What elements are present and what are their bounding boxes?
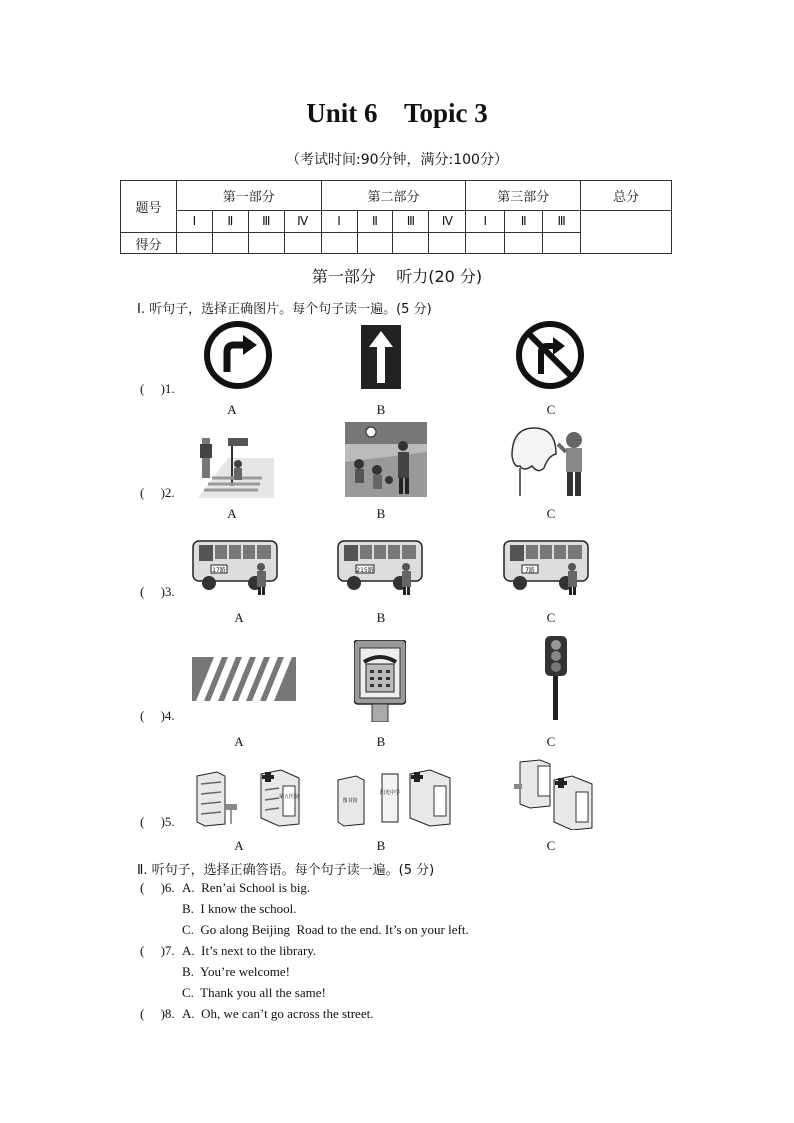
traffic-light-icon: [543, 636, 569, 722]
col-label: Ⅲ: [248, 211, 284, 233]
section2-instruction: Ⅱ. 听句子，选择正确答语。每个句子读一遍。(5 分): [137, 863, 435, 878]
option-label-c: C: [546, 610, 556, 625]
option-label-c: C: [546, 734, 556, 749]
school-near-hospital-map-icon: [512, 758, 596, 830]
col-label: Ⅲ: [543, 211, 581, 233]
school-and-hospital-map-icon: [195, 768, 301, 828]
page-title: Unit 6 Topic 3: [306, 98, 488, 128]
question-6-number: ( )6.: [140, 880, 175, 895]
option-label-a: A: [234, 734, 244, 749]
bus-number-label: 215路: [356, 567, 374, 574]
exam-info: （考试时间:90分钟，满分:100分）: [286, 152, 508, 168]
straight-ahead-sign-icon: [361, 325, 401, 389]
score-cell[interactable]: [321, 233, 357, 254]
score-cell[interactable]: [212, 233, 248, 254]
bus-7-icon: [502, 535, 592, 597]
bus-17-icon: [191, 535, 281, 597]
part-one-heading: 第一部分 听力(20 分): [311, 267, 483, 286]
option-label-a: A: [234, 838, 244, 853]
col-label: Ⅱ: [357, 211, 393, 233]
col-label: Ⅰ: [466, 211, 505, 233]
q8-option-a: A. Oh, we can’t go across the street.: [182, 1006, 374, 1021]
part3-header: 第三部分: [466, 181, 581, 211]
q6-option-a: A. Ren’ai School is big.: [182, 880, 311, 895]
option-label-c: C: [546, 506, 556, 521]
q7-option-c: C. Thank you all the same!: [182, 985, 326, 1000]
part1-header: 第一部分: [176, 181, 321, 211]
library-school-hospital-map-icon: [336, 768, 452, 828]
option-label-b: B: [376, 402, 386, 417]
question-1-number: ( )1.: [140, 381, 175, 396]
total-header: 总分: [581, 181, 672, 211]
public-telephone-icon: [354, 640, 406, 722]
score-cell[interactable]: [543, 233, 581, 254]
asking-the-way-scene-icon: [510, 426, 592, 498]
col-label: Ⅰ: [321, 211, 357, 233]
score-cell[interactable]: [466, 233, 505, 254]
score-cell[interactable]: [505, 233, 543, 254]
question-3-number: ( )3.: [140, 584, 175, 599]
score-cell[interactable]: [176, 233, 212, 254]
option-label-b: B: [376, 734, 386, 749]
hospital-sign-label: 第五医院: [278, 794, 300, 800]
col-label: Ⅱ: [505, 211, 543, 233]
right-turn-sign-icon: [203, 320, 273, 390]
q6-option-c: C. Go along Beijing Road to the end. It’s on your left.: [182, 922, 469, 937]
col-label: Ⅳ: [429, 211, 466, 233]
score-cell[interactable]: [429, 233, 466, 254]
question-8-number: ( )8.: [140, 1006, 175, 1021]
col-label: Ⅱ: [212, 211, 248, 233]
q7-option-b: B. You’re welcome!: [182, 964, 290, 979]
zebra-crossing-icon: [192, 657, 296, 701]
score-cell[interactable]: [248, 233, 284, 254]
school-sign-label: 阳光中学: [379, 790, 401, 796]
part2-header: 第二部分: [321, 181, 466, 211]
bus-number-label: 7路: [525, 567, 535, 574]
col-label: Ⅳ: [284, 211, 321, 233]
no-right-turn-sign-icon: [515, 320, 585, 390]
crosswalk-scene-icon: [198, 428, 274, 498]
library-sign-label: 图书馆: [342, 798, 358, 804]
option-label-b: B: [376, 610, 386, 625]
total-score-cell[interactable]: [581, 211, 672, 254]
option-label-b: B: [376, 838, 386, 853]
option-label-a: A: [227, 506, 237, 521]
score-cell[interactable]: [393, 233, 429, 254]
option-label-b: B: [376, 506, 386, 521]
question-5-number: ( )5.: [140, 814, 175, 829]
col-label: Ⅰ: [176, 211, 212, 233]
question-7-number: ( )7.: [140, 943, 175, 958]
score-cell[interactable]: [284, 233, 321, 254]
section1-instruction: Ⅰ. 听句子，选择正确图片。每个句子读一遍。(5 分): [137, 302, 432, 317]
option-label-c: C: [546, 402, 556, 417]
option-label-a: A: [234, 610, 244, 625]
q7-option-a: A. It’s next to the library.: [182, 943, 317, 958]
street-people-scene-icon: [345, 422, 427, 497]
score-cell[interactable]: [357, 233, 393, 254]
col-label: Ⅲ: [393, 211, 429, 233]
question-4-number: ( )4.: [140, 708, 175, 723]
bus-number-label: 17路: [212, 567, 226, 574]
row-label-score: 得分: [121, 233, 177, 254]
row-label-number: 题号: [121, 181, 177, 233]
question-2-number: ( )2.: [140, 485, 175, 500]
option-label-a: A: [227, 402, 237, 417]
option-label-c: C: [546, 838, 556, 853]
bus-215-icon: [336, 535, 426, 597]
q6-option-b: B. I know the school.: [182, 901, 297, 916]
score-table: [120, 180, 672, 254]
